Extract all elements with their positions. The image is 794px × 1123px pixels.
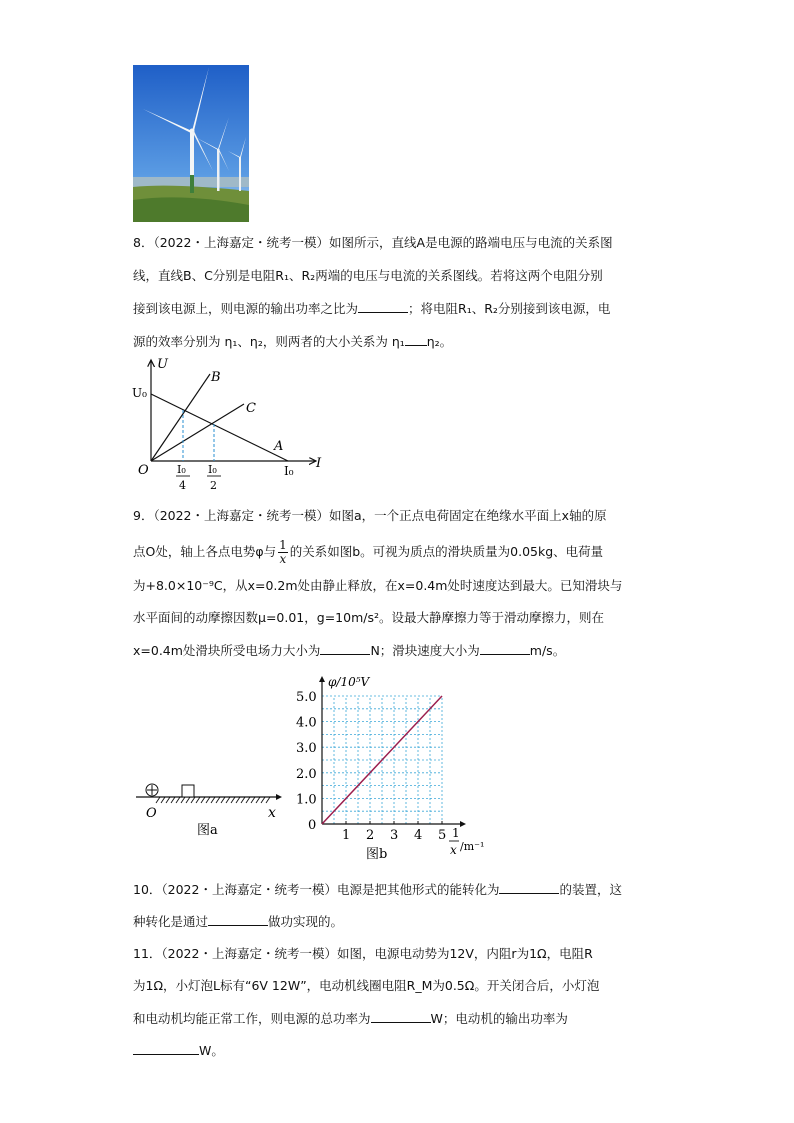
x-axis-label-unit: /m⁻¹ (460, 840, 485, 853)
hatch-mark (196, 797, 200, 803)
hatch-mark (171, 797, 175, 803)
figure-a (130, 772, 290, 842)
label-u: U (157, 357, 168, 372)
hatch-mark (231, 797, 235, 803)
hatch-mark (216, 797, 220, 803)
hatch-mark (156, 797, 160, 803)
hatch-mark (191, 797, 195, 803)
q9-line-5-text-a: x=0.4m处滑块所受电场力大小为 (133, 643, 321, 658)
slider-block (182, 785, 194, 797)
tick-i0-4-den: 4 (179, 479, 186, 492)
q11-line-4 (133, 1040, 224, 1061)
hatch-mark (261, 797, 265, 803)
label-b: B (211, 370, 221, 385)
answer-blank[interactable] (480, 640, 530, 655)
ground-hatching (156, 797, 270, 803)
hatch-mark (251, 797, 255, 803)
y-tick-label: 4.0 (296, 715, 317, 731)
q8-ui-graph (128, 352, 328, 492)
x-tick-label: 5 (438, 828, 447, 843)
q10-line-1-text-b: 的装置，这 (559, 882, 622, 897)
hatch-mark (241, 797, 245, 803)
y-tick-label: 1.0 (296, 792, 317, 808)
tick-i0-2-num: I₀ (208, 463, 217, 476)
label-i: I (316, 456, 322, 471)
hatch-mark (211, 797, 215, 803)
q8-line-3-text-b: ；将电阻R₁、R₂分别接到该电源，电 (408, 301, 611, 316)
hatch-mark (226, 797, 230, 803)
q11-line-1: 11．（2022・上海嘉定・统考一模）如图，电源电动势为12V，内阻r为1Ω，电阻R (133, 946, 593, 961)
hatch-mark (161, 797, 165, 803)
fraction-1-over-x (278, 539, 288, 566)
q11-line-3 (133, 1008, 568, 1029)
answer-blank[interactable] (208, 911, 268, 926)
fraction-numerator: 1 (279, 538, 287, 552)
q9-line-2-text-b: 的关系如图b。可视为质点的滑块质量为0.05kg、电荷量 (289, 544, 604, 559)
hatch-mark (201, 797, 205, 803)
chart-ticks (296, 690, 446, 843)
q10-line-2 (133, 911, 343, 932)
y-tick-label: 2.0 (296, 766, 317, 782)
tick-i0-2-den: 2 (210, 479, 217, 492)
q9-line-4: 水平面间的动摩擦因数μ=0.01，g=10m/s²。设最大静摩擦力等于滑动摩擦力，则在 (133, 610, 604, 625)
label-u0: U₀ (132, 386, 147, 400)
wind-turbine-photo (133, 65, 249, 222)
y-tick-label: 0 (308, 818, 317, 833)
hatch-mark (246, 797, 250, 803)
caption-a: 图a (197, 823, 218, 838)
hatch-mark (166, 797, 170, 803)
q8-line-1: 8．（2022・上海嘉定・统考一模）如图所示，直线A是电源的路端电压与电流的关系图 (133, 235, 613, 250)
q9-line-1: 9．（2022・上海嘉定・统考一模）如图a，一个正点电荷固定在绝缘水平面上x轴的原 (133, 508, 607, 523)
x-tick-label: 4 (414, 828, 423, 843)
figure-b-chart (296, 672, 506, 867)
y-axis-label: φ/10⁵V (328, 675, 370, 689)
q9-line-2 (133, 539, 603, 566)
fraction-denominator: x (279, 552, 287, 566)
hatch-mark (176, 797, 180, 803)
hatch-mark (236, 797, 240, 803)
y-axis-arrowhead (319, 676, 325, 682)
x-axis-label-num: 1 (452, 826, 460, 840)
label-a: A (274, 439, 284, 454)
hatch-mark (256, 797, 260, 803)
x-tick-label: 3 (390, 828, 399, 843)
q10-line-1-text-a: 10．（2022・上海嘉定・统考一模）电源是把其他形式的能转化为 (133, 882, 500, 897)
q11-line-3-text-a: 和电动机均能正常工作，则电源的总功率为 (133, 1011, 371, 1026)
q11-line-2: 为1Ω，小灯泡L标有“6V 12W”，电动机线圈电阻R_M为0.5Ω。开关闭合后，小灯泡 (133, 978, 600, 993)
q9-line-2-text-a: 点O处，轴上各点电势φ与 (133, 544, 277, 559)
q8-line-4 (133, 331, 452, 352)
label-x: x (268, 805, 276, 821)
q8-line-3 (133, 298, 610, 319)
x-tick-label: 2 (366, 828, 375, 843)
label-o: O (138, 463, 149, 478)
caption-b: 图b (366, 847, 388, 862)
q10-line-2-text-b: 做功实现的。 (268, 914, 344, 929)
tick-i0-4-num: I₀ (177, 463, 186, 476)
q9-line-5 (133, 640, 565, 661)
q9-line-3: 为+8.0×10⁻⁹C，从x=0.2m处由静止释放，在x=0.4m处时速度达到最大。已知滑块与 (133, 578, 623, 593)
q9-line-5-text-b: N；滑块速度大小为 (370, 643, 480, 658)
answer-blank[interactable] (358, 298, 408, 313)
answer-blank[interactable] (371, 1008, 431, 1023)
answer-blank[interactable] (133, 1040, 199, 1055)
q10-line-1 (133, 879, 622, 900)
y-tick-label: 3.0 (296, 741, 317, 757)
q8-line-2: 线，直线B、C分别是电阻R₁、R₂两端的电压与电流的关系图线。若将这两个电阻分别 (133, 268, 603, 283)
label-i0: I₀ (284, 464, 294, 478)
line-b (151, 374, 210, 461)
hatch-mark (221, 797, 225, 803)
answer-blank[interactable] (320, 640, 370, 655)
label-o: O (146, 806, 157, 821)
x-axis-arrowhead (460, 821, 466, 827)
q11-line-3-text-b: W；电动机的输出功率为 (430, 1011, 568, 1026)
y-tick-label: 5.0 (296, 690, 317, 705)
x-axis-label-den: x (450, 843, 457, 857)
q11-line-4-text: W。 (199, 1043, 224, 1058)
hatch-mark (186, 797, 190, 803)
q8-line-4-text-a: 源的效率分别为 η₁、η₂，则两者的大小关系为 η₁ (133, 334, 405, 349)
hatch-mark (266, 797, 270, 803)
q8-line-3-text-a: 接到该电源上，则电源的输出功率之比为 (133, 301, 359, 316)
hatch-mark (181, 797, 185, 803)
x-tick-label: 1 (342, 828, 351, 843)
q10-line-2-text-a: 种转化是通过 (133, 914, 209, 929)
q9-line-5-text-c: m/s。 (529, 643, 566, 658)
label-c: C (246, 401, 256, 416)
x-axis-arrowhead (276, 794, 282, 800)
answer-blank[interactable] (405, 331, 427, 346)
hatch-mark (206, 797, 210, 803)
line-a (151, 394, 288, 461)
q8-line-4-text-b: η₂。 (426, 334, 453, 349)
answer-blank[interactable] (499, 879, 559, 894)
